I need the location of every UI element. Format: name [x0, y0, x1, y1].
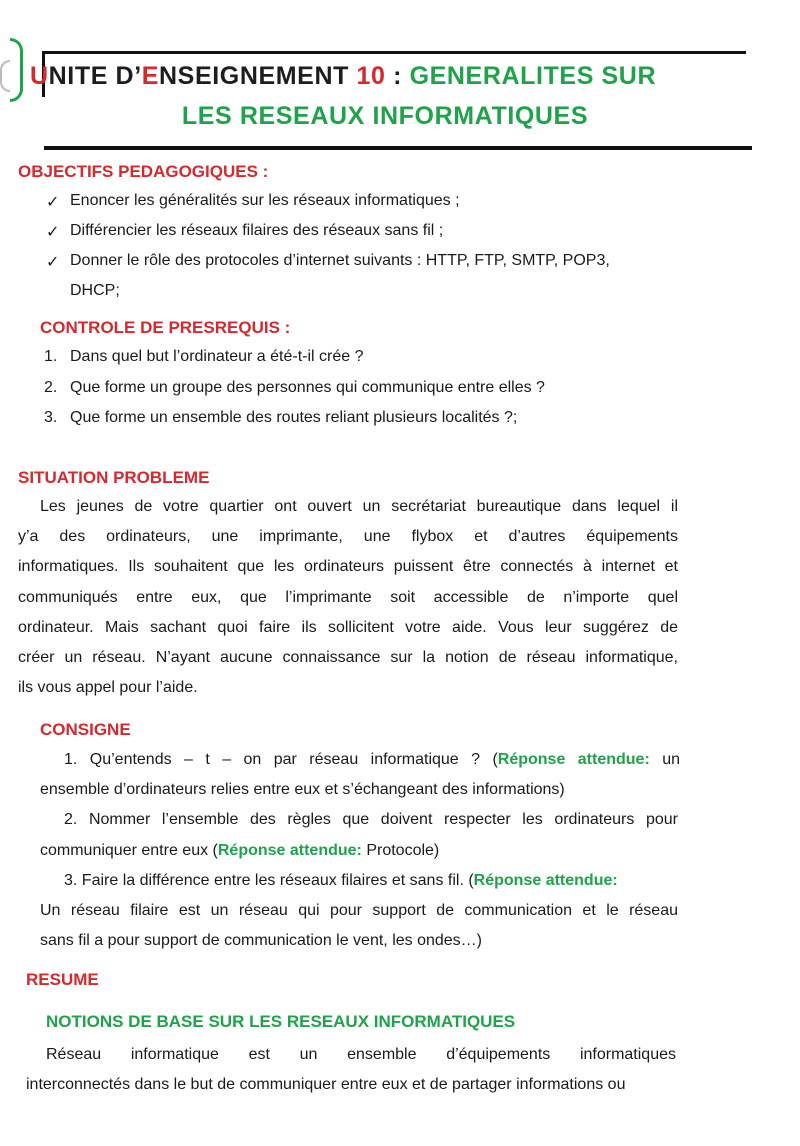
situation-line: créer un réseau. N’ayant aucune connaissance sur la notion de réseau informatique,	[18, 649, 678, 666]
situation-line: communiqués entre eux, que l’imprimante soit accessible de n’importe quel	[18, 589, 678, 606]
list-number: 2.	[44, 379, 58, 396]
situation-heading: SITUATION PROBLEME	[18, 468, 210, 487]
situation-line: ordinateur. Mais sachant quoi faire ils sollicitent votre aide. Vous leur suggérez de	[18, 619, 678, 636]
objectif-item-continued: DHCP;	[70, 282, 120, 299]
controle-item: Que forme un ensemble des routes reliant plusieurs localités ?;	[70, 409, 518, 426]
consigne-q2: 2. Nommer l’ensemble des règles que doivent respecter les ordinateurs pour	[64, 811, 678, 828]
check-icon: ✓	[46, 254, 60, 271]
resume-heading: RESUME	[26, 970, 99, 989]
answer-label: Réponse attendue:	[473, 872, 618, 889]
resume-line: interconnectés dans le but de communiquer entre eux et de partager informations ou	[26, 1076, 626, 1093]
consigne-q3-answer-cont: sans fil a pour support de communication le vent, les ondes…)	[40, 932, 483, 949]
left-margin-mark	[0, 60, 10, 92]
notions-subheading: NOTIONS DE BASE SUR LES RESEAUX INFORMATIQUES	[46, 1012, 516, 1031]
objectifs-heading: OBJECTIFS PEDAGOGIQUES :	[18, 162, 269, 181]
consigne-heading: CONSIGNE	[40, 720, 131, 739]
consigne-q3: 3. Faire la différence entre les réseaux filaires et sans fil. (Réponse attendue:	[64, 872, 618, 889]
situation-line: ils vous appel pour l’aide.	[18, 679, 198, 696]
controle-item: Dans quel but l’ordinateur a été-t-il crée ?	[70, 348, 364, 365]
check-icon: ✓	[46, 224, 60, 241]
title-bottom-rule	[44, 146, 752, 150]
consigne-q1-answer: ensemble d’ordinateurs relies entre eux et s’échangeant des informations)	[40, 781, 565, 798]
objectif-item: Enoncer les généralités sur les réseaux informatiques ;	[70, 192, 460, 209]
objectif-item: Différencier les réseaux filaires des réseaux sans fil ;	[70, 222, 444, 239]
consigne-q3-answer: Un réseau filaire est un réseau qui pour support de communication et le réseau	[40, 902, 678, 919]
situation-line: y’a des ordinateurs, une imprimante, une flybox et d’autres équipements	[18, 528, 678, 545]
check-icon: ✓	[46, 194, 60, 211]
controle-heading: CONTROLE DE PRESREQUIS :	[40, 318, 291, 337]
situation-line: Les jeunes de votre quartier ont ouvert un secrétariat bureautique dans lequel il	[40, 498, 678, 515]
green-bracket-decoration	[10, 38, 23, 102]
consigne-q2-answer: communiquer entre eux (Réponse attendue: Protocole)	[40, 842, 440, 859]
answer-label: Réponse attendue:	[497, 751, 650, 768]
answer-label: Réponse attendue:	[217, 842, 362, 859]
objectif-item: Donner le rôle des protocoles d’internet suivants : HTTP, FTP, SMTP, POP3,	[70, 252, 610, 269]
resume-line: Réseau informatique est un ensemble d’équipements informatiques	[46, 1046, 676, 1063]
situation-line: informatiques. Ils souhaitent que les ordinateurs puissent être connectés à internet et	[18, 558, 678, 575]
title-top-rule	[44, 51, 746, 54]
page-title-line2: LES RESEAUX INFORMATIQUES	[181, 102, 589, 130]
list-number: 1.	[44, 348, 58, 365]
list-number: 3.	[44, 409, 58, 426]
consigne-q1: 1. Qu’entends – t – on par réseau informatique ? (Réponse attendue: un	[64, 751, 681, 768]
page-title-line1: UNITE D’ENSEIGNEMENT 10 : GENERALITES SUR	[30, 62, 657, 90]
controle-item: Que forme un groupe des personnes qui communique entre elles ?	[70, 379, 545, 396]
